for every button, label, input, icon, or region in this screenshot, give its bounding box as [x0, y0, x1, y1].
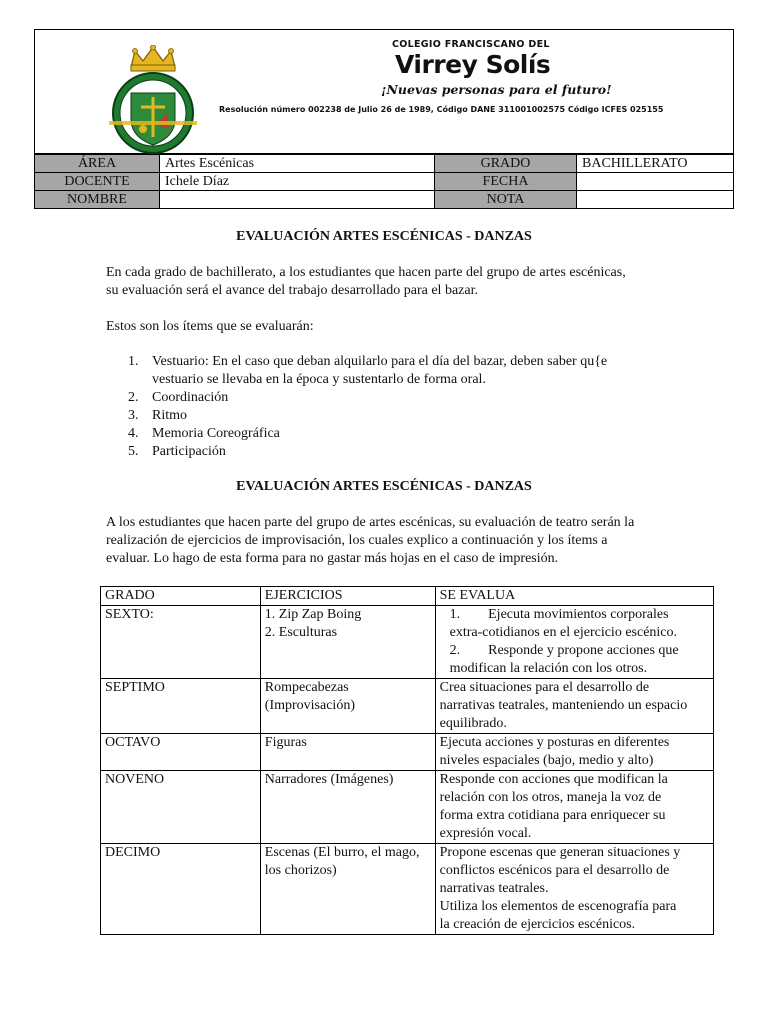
cell-se-evalua [435, 771, 713, 844]
area-value: Artes Escénicas [160, 155, 435, 173]
list-item [106, 353, 706, 389]
cell-ejercicios [260, 606, 435, 679]
resolution-text: Resolución número 002238 de Julio 26 de 1989, Código DANE 311001002575 Código ICFES 025155 [219, 105, 664, 114]
cell-line: equilibrado. [439, 716, 507, 731]
list-item-text: Participación [152, 444, 226, 459]
evaluation-table [100, 586, 714, 935]
list-item-number: 2. [128, 390, 139, 405]
cell-line: narrativas teatrales, manteniendo un espacio [439, 698, 688, 713]
list-item-text: Vestuario: En el caso que deban alquilarlo para el día del bazar, deben saber qu{e [152, 354, 608, 369]
cell-line: 1. Ejecuta movimientos corporales [449, 607, 669, 622]
school-name-large: Virrey Solís [395, 50, 551, 79]
list-item-number: 5. [128, 444, 139, 459]
list-item-text: Ritmo [152, 408, 188, 423]
cell-grado: SEXTO: [101, 606, 261, 679]
cell-grado: DECIMO [101, 844, 261, 935]
cell-line: narrativas teatrales. [439, 881, 549, 896]
nota-label: NOTA [435, 191, 577, 209]
list-item-number: 1. [128, 354, 139, 369]
info-row-area [35, 155, 734, 173]
intro-line-2: su evaluación será el avance del trabajo desarrollado para el bazar. [106, 283, 478, 298]
nota-value[interactable] [577, 191, 734, 209]
paragraph-line: evaluar. Lo hago de esta forma para no gastar más hojas en el caso de impresión. [106, 551, 559, 566]
items-intro: Estos son los ítems que se evaluarán: [106, 319, 314, 334]
list-item [106, 407, 706, 425]
cell-se-evalua [435, 679, 713, 734]
school-crest-icon [107, 45, 199, 155]
cell-line: Responde con acciones que modifican la [439, 772, 668, 787]
cell-line: Ejecuta acciones y posturas en diferentes [439, 735, 670, 750]
info-row-nombre [35, 191, 734, 209]
cell-line: 2. Responde y propone acciones que [449, 643, 679, 658]
list-item [106, 425, 706, 443]
cell-ejercicios [260, 844, 435, 935]
docente-value: Ichele Díaz [160, 173, 435, 191]
table-row [101, 734, 714, 771]
cell-line: forma extra cotidiana para enriquecer su [439, 808, 666, 823]
info-table [34, 154, 734, 209]
fecha-label: FECHA [435, 173, 577, 191]
cell-line: Escenas (El burro, el mago, [264, 845, 420, 860]
table-row [101, 679, 714, 734]
evaluation-items-list [106, 353, 706, 461]
cell-ejercicios [260, 734, 435, 771]
cell-grado: NOVENO [101, 771, 261, 844]
section1-title: EVALUACIÓN ARTES ESCÉNICAS - DANZAS [236, 229, 532, 244]
cell-line: Crea situaciones para el desarrollo de [439, 680, 650, 695]
cell-line: modifican la relación con los otros. [449, 661, 648, 676]
cell-se-evalua [435, 844, 713, 935]
table-row [101, 606, 714, 679]
cell-ejercicios [260, 771, 435, 844]
area-label: ÁREA [35, 155, 160, 173]
list-item-text: Coordinación [152, 390, 229, 405]
section2-paragraph [106, 514, 706, 568]
list-item [106, 389, 706, 407]
letterhead [34, 29, 734, 154]
grado-label: GRADO [435, 155, 577, 173]
cell-line: los chorizos) [264, 863, 337, 878]
cell-line: conflictos escénicos para el desarrollo de [439, 863, 670, 878]
cell-se-evalua [435, 734, 713, 771]
school-name-small: COLEGIO FRANCISCANO DEL [392, 39, 550, 50]
list-item-text: Memoria Coreográfica [152, 426, 280, 441]
docente-label: DOCENTE [35, 173, 160, 191]
cell-line: la creación de ejercicios escénicos. [439, 917, 636, 932]
cell-line: Propone escenas que generan situaciones y [439, 845, 681, 860]
table-row [101, 771, 714, 844]
nombre-label: NOMBRE [35, 191, 160, 209]
cell-line: (Improvisación) [264, 698, 355, 713]
fecha-value[interactable] [577, 173, 734, 191]
cell-line: 1. Zip Zap Boing [264, 607, 362, 622]
school-motto: ¡Nuevas personas para el futuro! [381, 82, 612, 97]
list-item-text: vestuario se llevaba en la época y sustentarlo de forma oral. [152, 372, 486, 387]
cell-grado: OCTAVO [101, 734, 261, 771]
cell-line: relación con los otros, maneja la voz de [439, 790, 662, 805]
header-grado: GRADO [101, 587, 261, 606]
grado-value: BACHILLERATO [577, 155, 734, 173]
cell-line: extra-cotidianos en el ejercicio escénico. [449, 625, 678, 640]
section2-title: EVALUACIÓN ARTES ESCÉNICAS - DANZAS [236, 479, 532, 494]
cell-line: Narradores (Imágenes) [264, 772, 394, 787]
cell-line: Utiliza los elementos de escenografía para [439, 899, 677, 914]
cell-ejercicios [260, 679, 435, 734]
cell-line: niveles espaciales (bajo, medio y alto) [439, 753, 654, 768]
header-se-evalua: SE EVALUA [435, 587, 713, 606]
table-row [101, 844, 714, 935]
nombre-value[interactable] [160, 191, 435, 209]
cell-line: Figuras [264, 735, 307, 750]
paragraph-line: realización de ejercicios de improvisación, los cuales explico a continuación y los ítems a [106, 533, 608, 548]
cell-se-evalua [435, 606, 713, 679]
cell-line: Rompecabezas [264, 680, 349, 695]
section1-intro [106, 264, 706, 300]
paragraph-line: A los estudiantes que hacen parte del grupo de artes escénicas, su evaluación de teatro serán la [106, 515, 635, 530]
cell-line: 2. Esculturas [264, 625, 338, 640]
list-item [106, 443, 706, 461]
header-ejercicios: EJERCICIOS [260, 587, 435, 606]
list-item-number: 3. [128, 408, 139, 423]
info-row-docente [35, 173, 734, 191]
list-item-number: 4. [128, 426, 139, 441]
cell-grado: SEPTIMO [101, 679, 261, 734]
table-header-row [101, 587, 714, 606]
intro-line-1: En cada grado de bachillerato, a los estudiantes que hacen parte del grupo de artes escénicas, [106, 265, 626, 280]
cell-line: expresión vocal. [439, 826, 532, 841]
